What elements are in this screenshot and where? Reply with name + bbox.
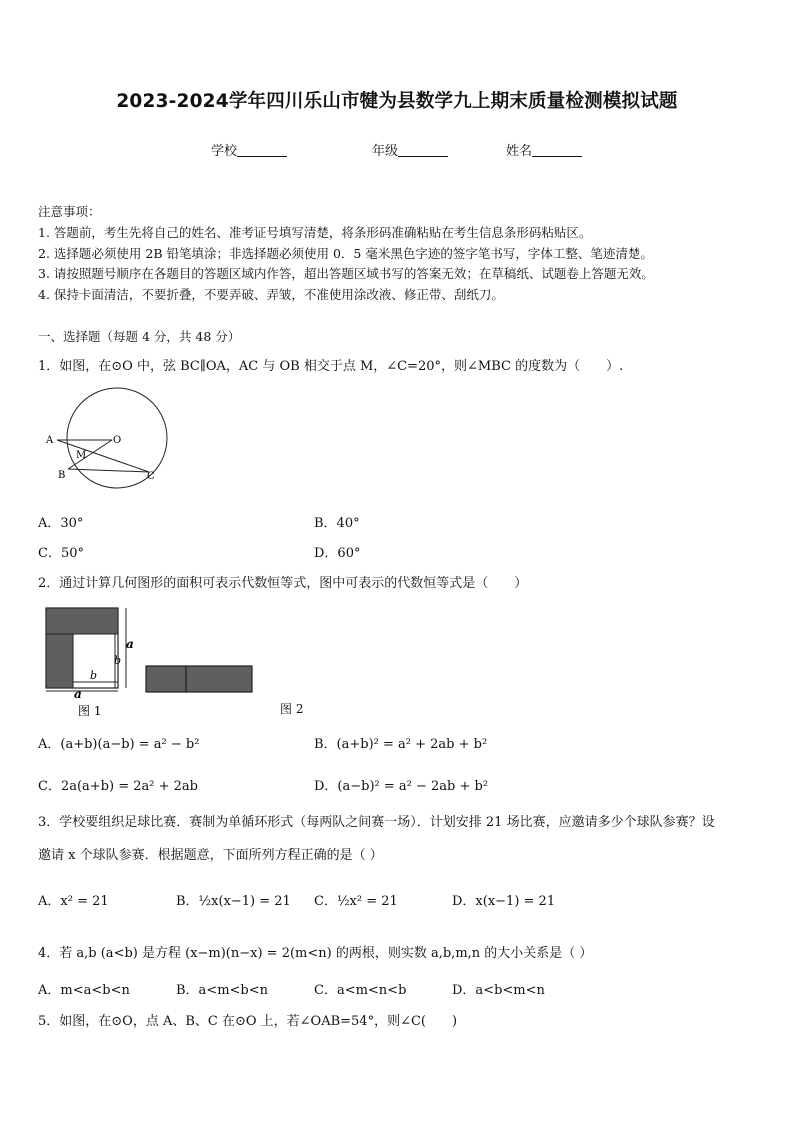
fig-label-M: M	[76, 450, 87, 461]
grade-blank	[398, 143, 448, 157]
option-c: C．50°	[38, 546, 84, 561]
fig-label-O: O	[113, 435, 122, 446]
fig-label-C: C	[147, 471, 155, 482]
section-title: 一、选择题（每题 4 分，共 48 分）	[38, 329, 241, 344]
notice-item: 3. 请按照题号顺序在各题目的答题区域内作答，超出答题区域书写的答案无效；在草稿纸、试题卷上答题无效。	[38, 266, 654, 281]
fig-label-A: A	[46, 435, 54, 446]
option-a	[38, 733, 199, 752]
option-b-text: B．(a+b)² = a² + 2ab + b²	[314, 737, 488, 752]
question-3-stem-line-2: 邀请 x 个球队参赛．根据题意，下面所列方程正确的是（ ）	[38, 848, 383, 863]
figure-2-caption: 图 2	[280, 702, 304, 716]
option-a: A．30°	[38, 516, 84, 531]
option-d: D．x(x−1) = 21	[452, 894, 556, 909]
question-2-figure	[40, 604, 270, 720]
option-c: C．a<m<n<b	[314, 983, 407, 998]
question-4-stem: 4．若 a,b (a<b) 是方程 (x−m)(n−x) = 2(m<n) 的两根，则实数 a,b,m,n 的大小关系是（ ）	[38, 946, 593, 961]
question-5-stem: 5．如图，在⊙O，点 A、B、C 在⊙O 上，若∠OAB=54°，则∠C( )	[38, 1014, 458, 1029]
grade-field	[372, 140, 448, 159]
fig-label-a-vertical: a	[126, 637, 134, 651]
option-b: B．40°	[314, 516, 360, 531]
option-d: D．a<b<m<n	[452, 983, 545, 998]
school-blank	[237, 143, 287, 157]
option-d	[314, 775, 488, 794]
question-1-figure	[40, 383, 170, 493]
name-field	[506, 140, 582, 159]
question-3-stem-line-1: 3．学校要组织足球比赛．赛制为单循环形式（每两队之间赛一场）．计划安排 21 场比赛，应邀请多少个球队参赛？设	[38, 815, 715, 830]
notice-item: 4. 保持卡面清洁，不要折叠，不要弄破、弄皱，不准使用涂改液、修正带、刮纸刀。	[38, 287, 504, 302]
notice-item: 1. 答题前，考生先将自己的姓名、准考证号填写清楚，将条形码准确粘贴在考生信息条形码粘贴区。	[38, 225, 592, 240]
question-1-stem: 1．如图，在⊙O 中，弦 BC∥OA，AC 与 OB 相交于点 M，∠C=20°，则∠MBC 的度数为（ ）.	[38, 359, 624, 374]
notice-item: 2. 选择题必须使用 2B 铅笔填涂；非选择题必须使用 0．5 毫米黑色字迹的签字笔书写，字体工整、笔迹清楚。	[38, 246, 653, 261]
fig-label-b-vertical: b	[114, 654, 122, 667]
option-b: B．½x(x−1) = 21	[176, 894, 291, 909]
option-d-text: D．(a−b)² = a² − 2ab + b²	[314, 779, 489, 794]
question-2-stem: 2．通过计算几何图形的面积可表示代数恒等式，图中可表示的代数恒等式是（ ）	[38, 576, 528, 591]
option-b: B．a<m<b<n	[176, 983, 269, 998]
notice-title: 注意事项：	[38, 204, 101, 219]
school-field	[211, 140, 287, 159]
grade-label: 年级	[372, 144, 399, 159]
fig-label-a-horizontal: a	[74, 687, 82, 701]
name-label: 姓名	[506, 144, 533, 159]
school-label: 学校	[211, 144, 238, 159]
option-c	[38, 775, 198, 794]
option-c: C．½x² = 21	[314, 894, 398, 909]
option-d: D．60°	[314, 546, 361, 561]
option-c-text: C．2a(a+b) = 2a² + 2ab	[38, 779, 198, 794]
fig-label-B: B	[58, 470, 66, 481]
name-blank	[532, 143, 582, 157]
option-a: A．x² = 21	[38, 894, 109, 909]
option-a-text: A．(a+b)(a−b) = a² − b²	[38, 737, 200, 752]
fig-label-b-horizontal: b	[90, 669, 98, 682]
option-a: A．m<a<b<n	[38, 983, 130, 998]
option-b	[314, 733, 487, 752]
figure-1-caption: 图 1	[78, 704, 102, 718]
page-title: 2023-2024学年四川乐山市犍为县数学九上期末质量检测模拟试题	[116, 91, 678, 112]
